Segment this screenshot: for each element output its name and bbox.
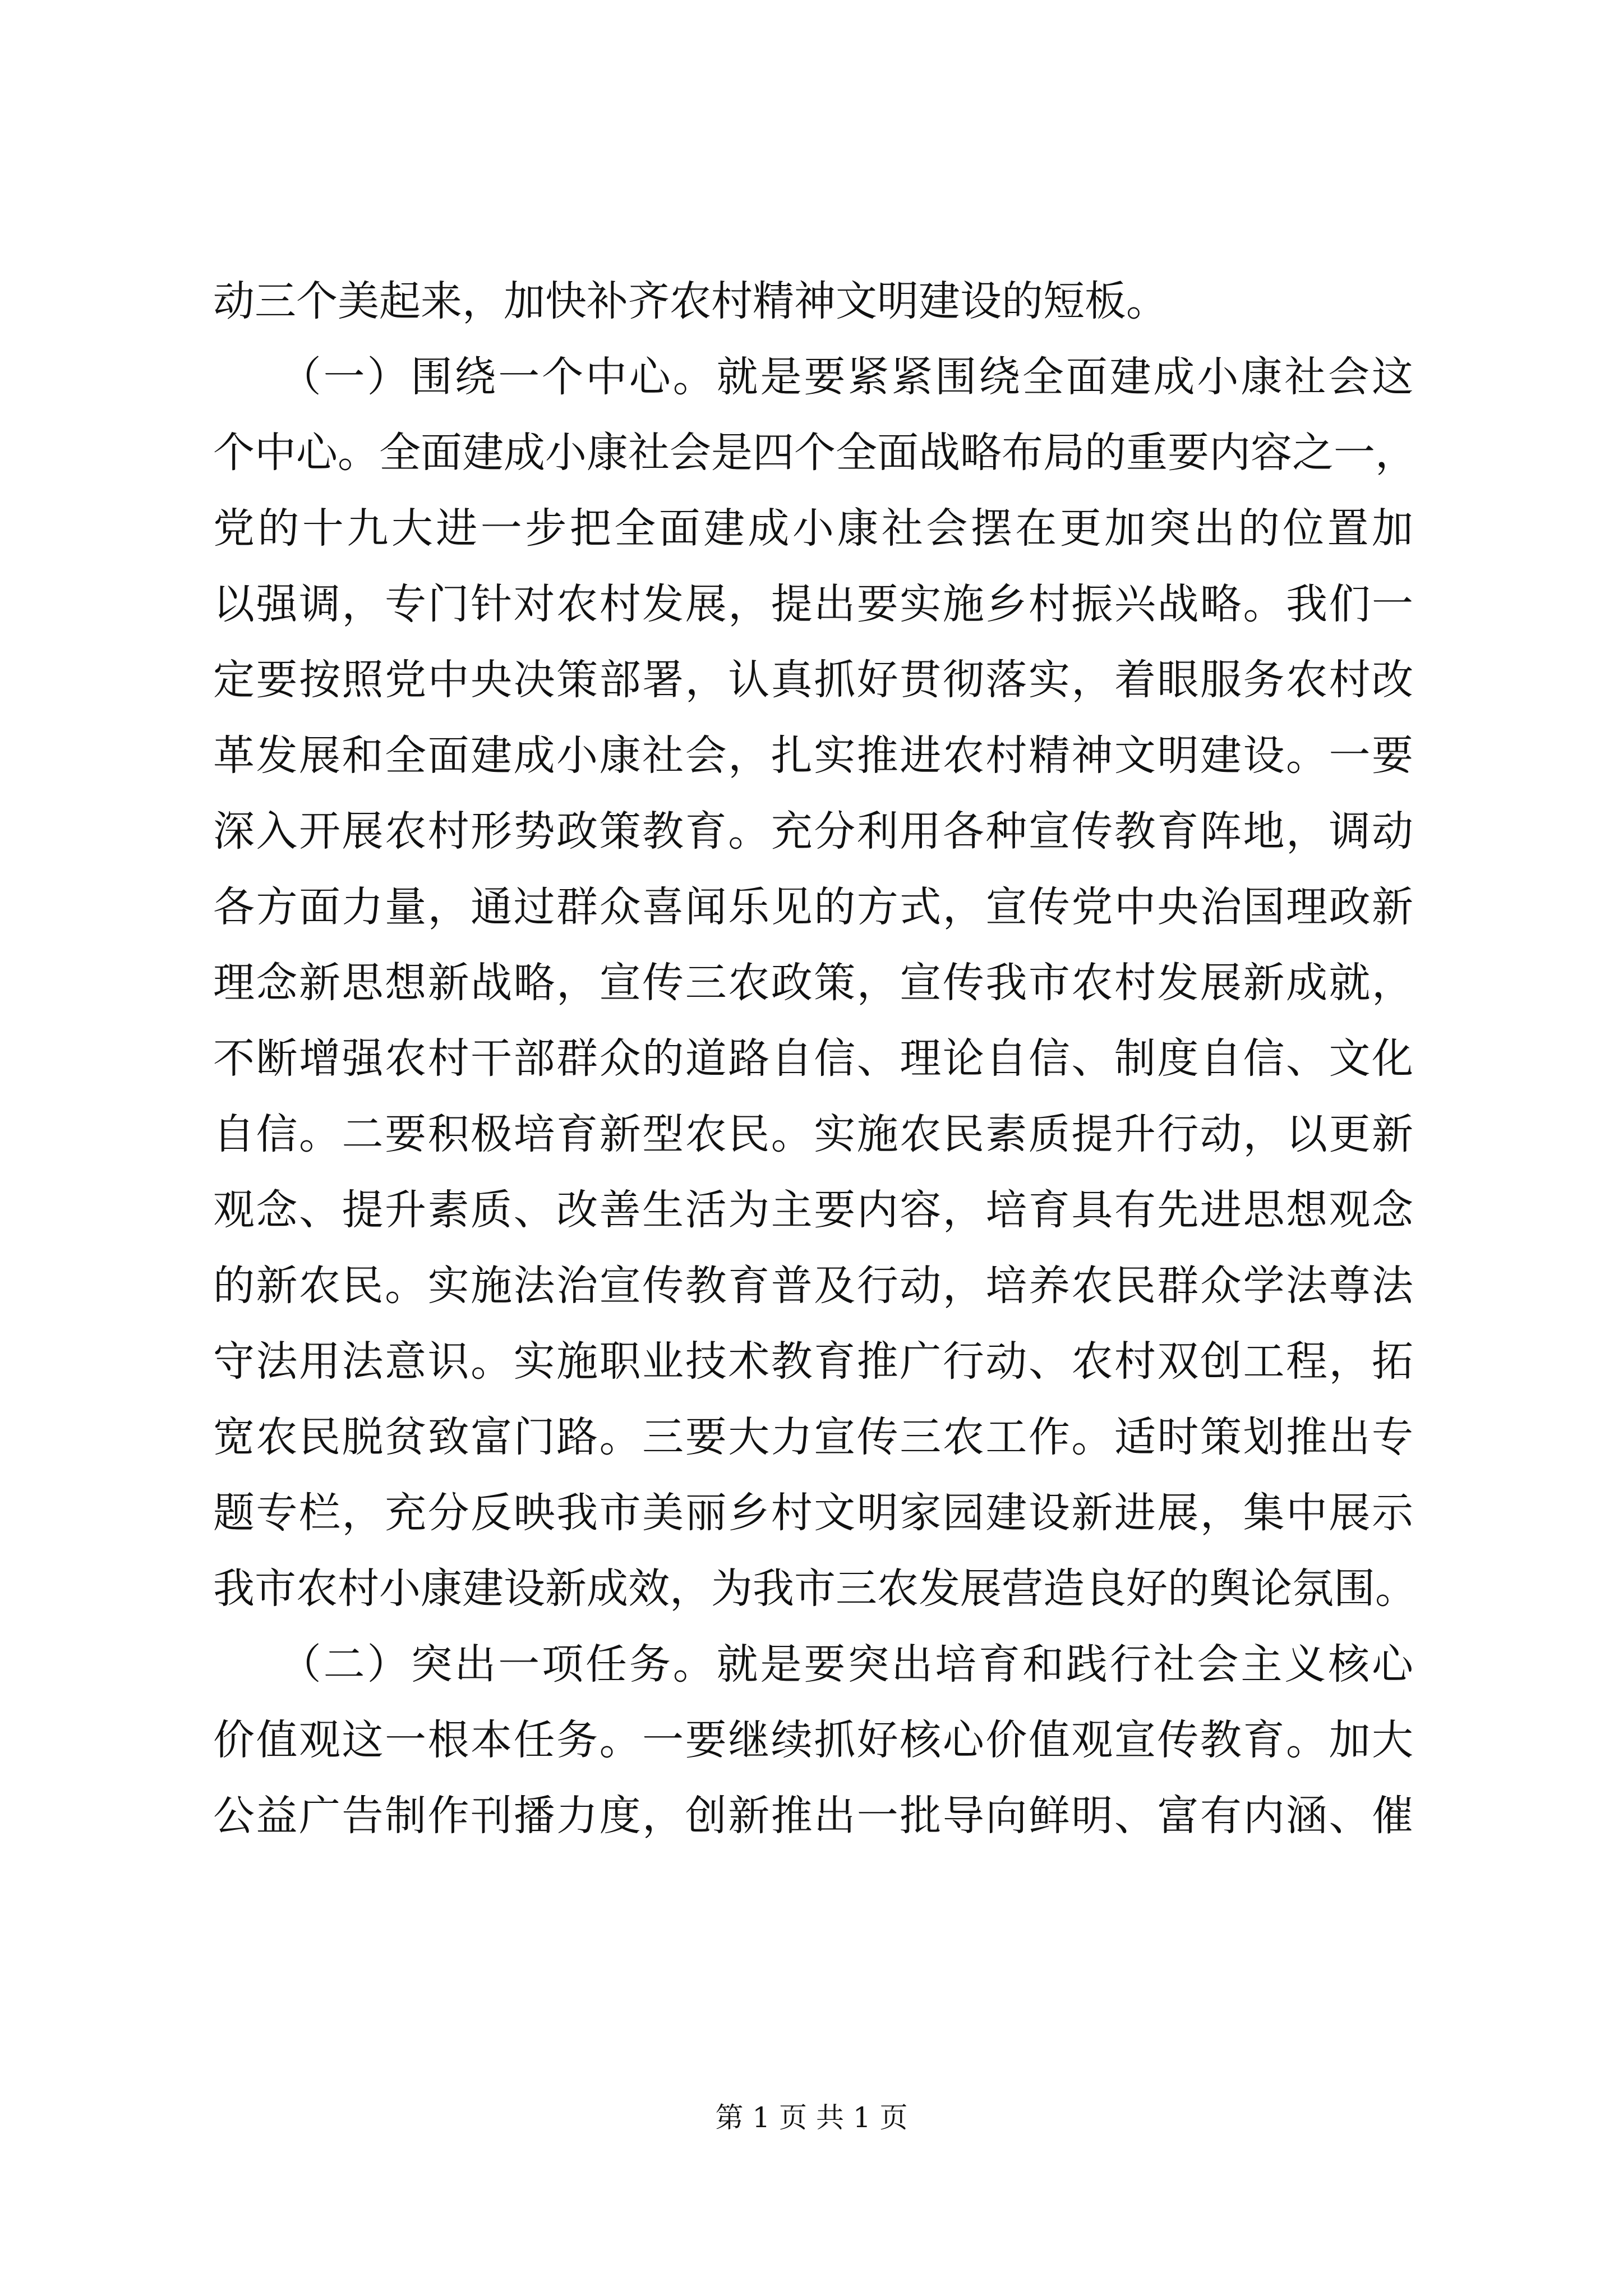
text-line: 宽农民脱贫致富门路。三要大力宣传三农工作。适时策划推出专 xyxy=(213,1413,1413,1461)
text-line: 理念新思想新战略，宣传三农政策，宣传我市农村发展新成就， xyxy=(213,959,1413,1007)
text-line: 守法用法意识。实施职业技术教育推广行动、农村双创工程，拓 xyxy=(213,1337,1413,1386)
text-line: 我市农村小康建设新成效，为我市三农发展营造良好的舆论氛围。 xyxy=(213,1565,1417,1613)
text-line: （二）突出一项任务。就是要突出培育和践行社会主义核心 xyxy=(213,1640,1413,1688)
text-line: 个中心。全面建成小康社会是四个全面战略布局的重要内容之一， xyxy=(213,429,1417,477)
text-line: 公益广告制作刊播力度，创新推出一批导向鲜明、富有内涵、催 xyxy=(213,1792,1413,1840)
text-line: 定要按照党中央决策部署，认真抓好贯彻落实，着眼服务农村改 xyxy=(213,656,1413,704)
text-line: 以强调，专门针对农村发展，提出要实施乡村振兴战略。我们一 xyxy=(213,580,1413,628)
text-line: 党的十九大进一步把全面建成小康社会摆在更加突出的位置加 xyxy=(213,504,1413,553)
text-line: 深入开展农村形势政策教育。充分利用各种宣传教育阵地，调动 xyxy=(213,807,1413,855)
text-line: 的新农民。实施法治宣传教育普及行动，培养农民群众学法尊法 xyxy=(213,1262,1413,1310)
text-line: 题专栏，充分反映我市美丽乡村文明家园建设新进展，集中展示 xyxy=(213,1489,1413,1537)
body-text xyxy=(213,264,1417,1854)
text-line: （一）围绕一个中心。就是要紧紧围绕全面建成小康社会这 xyxy=(213,353,1413,401)
text-line: 价值观这一根本任务。一要继续抓好核心价值观宣传教育。加大 xyxy=(213,1716,1413,1764)
text-line: 革发展和全面建成小康社会，扎实推进农村精神文明建设。一要 xyxy=(213,731,1413,780)
text-line: 观念、提升素质、改善生活为主要内容，培育具有先进思想观念 xyxy=(213,1186,1413,1234)
text-line: 动三个美起来，加快补齐农村精神文明建设的短板。 xyxy=(213,277,1168,325)
text-line: 自信。二要积极培育新型农民。实施农民素质提升行动，以更新 xyxy=(213,1110,1413,1158)
text-line: 不断增强农村干部群众的道路自信、理论自信、制度自信、文化 xyxy=(213,1034,1413,1083)
text-line: 各方面力量，通过群众喜闻乐见的方式，宣传党中央治国理政新 xyxy=(213,883,1413,931)
page-footer: 第 1 页 共 1 页 xyxy=(715,2101,908,2134)
